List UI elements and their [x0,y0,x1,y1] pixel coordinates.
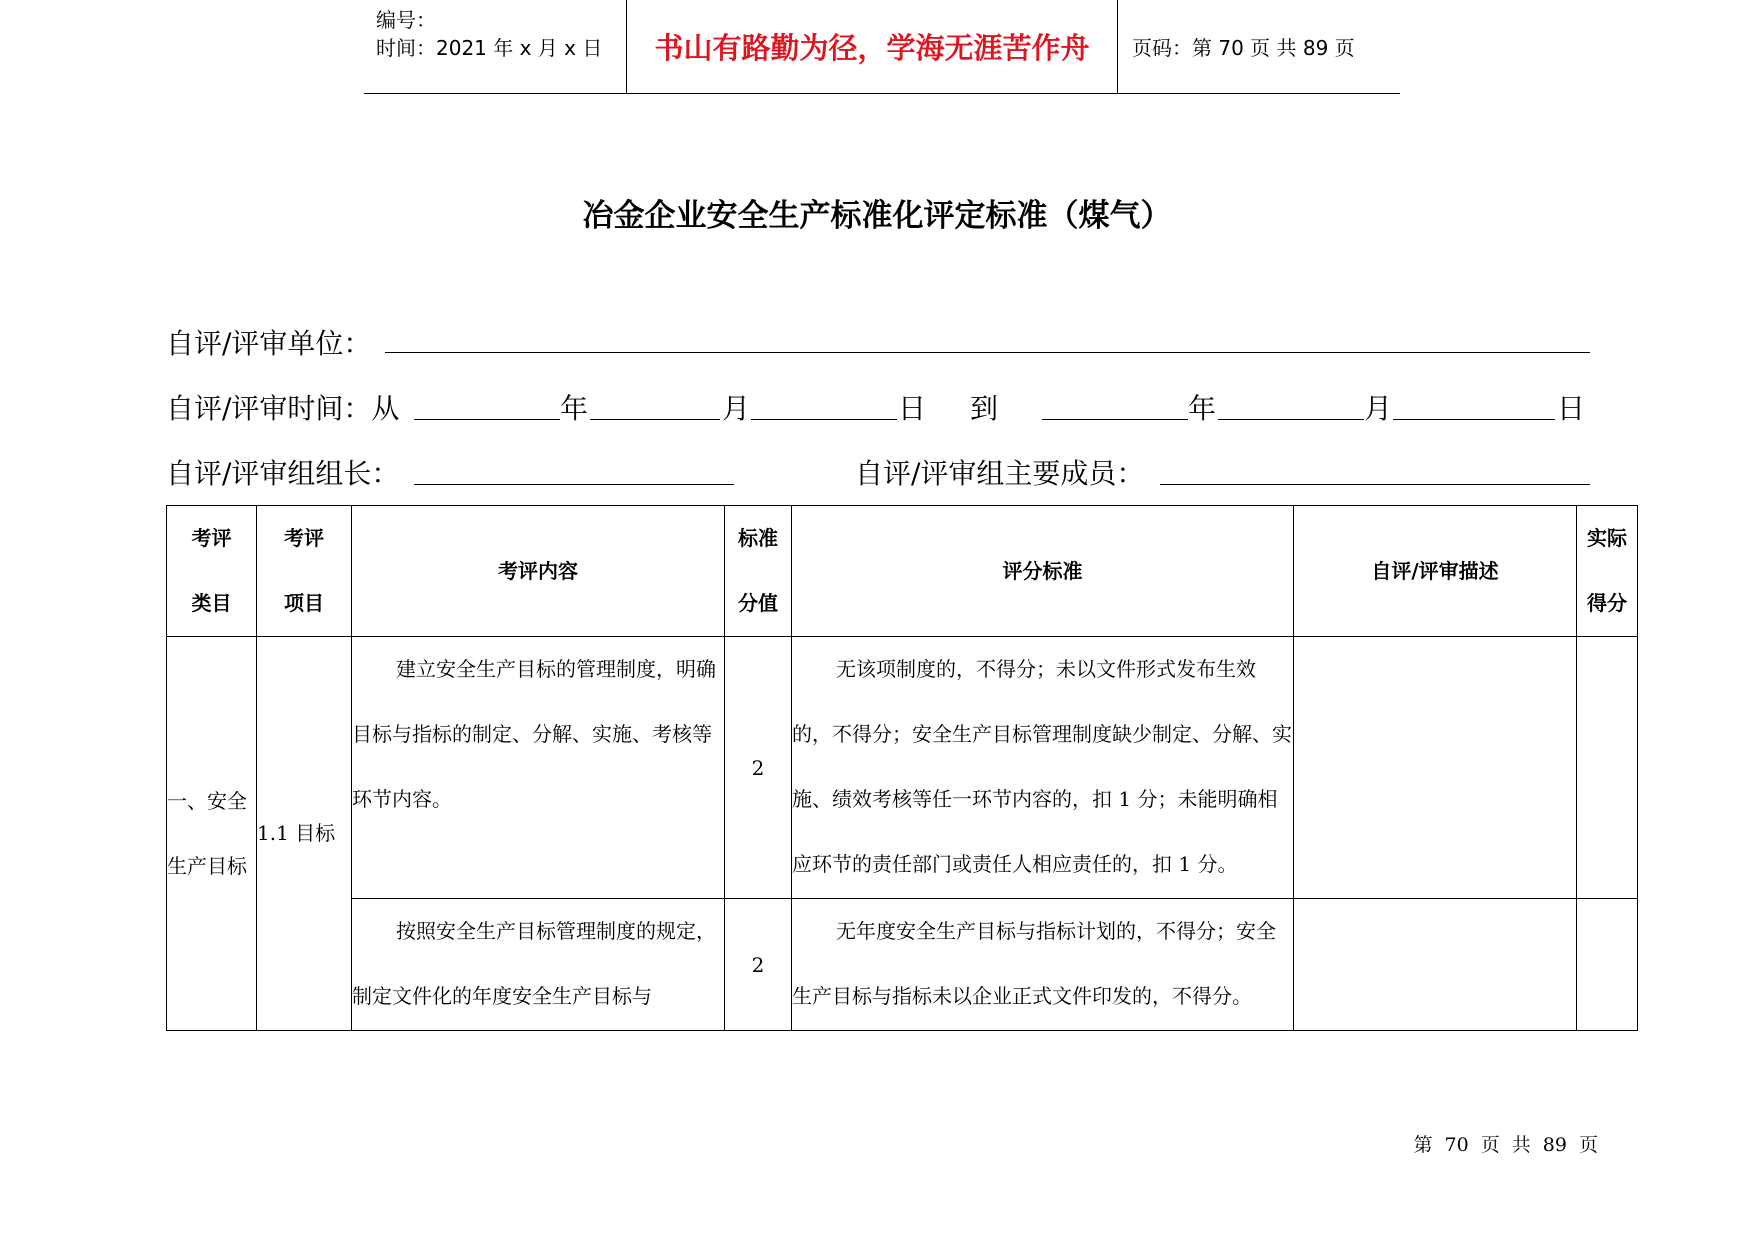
actual-score-cell[interactable] [1577,899,1638,1031]
to-year-suffix: 年 [1188,392,1217,425]
from-month-suffix: 月 [722,392,751,425]
from-year-line[interactable] [414,419,560,420]
members-label: 自评/评审组主要成员： [855,457,1145,490]
page-footer: 第 70 页 共 89 页 [1413,1134,1598,1156]
from-day-suffix: 日 [898,392,927,425]
description-cell[interactable] [1294,899,1577,1031]
to-month-line[interactable] [1218,419,1364,420]
header-actual: 实际 得分 [1577,506,1638,637]
header-score: 标准 分值 [725,506,792,637]
table-row [167,637,1638,899]
description-cell[interactable] [1294,637,1577,899]
header-page-code: 页码：第 70 页 共 89 页 [1132,36,1355,60]
table-row [167,899,1638,1031]
members-input-line[interactable] [1160,484,1590,485]
header-description: 自评/评审描述 [1294,506,1577,637]
table-header-row [167,506,1638,637]
content-cell: 建立安全生产目标的管理制度，明确目标与指标的制定、分解、实施、考核等环节内容。 [352,637,725,899]
page-header [364,0,1400,94]
score-cell: 2 [725,899,792,1031]
header-item: 考评 项目 [257,506,352,637]
date-line: 时间：2021 年 x 月 x 日 [376,36,603,60]
serial-label: 编号： [376,8,436,32]
header-content: 考评内容 [352,506,725,637]
from-year-suffix: 年 [560,392,589,425]
content-cell: 按照安全生产目标管理制度的规定，制定文件化的年度安全生产目标与 [352,899,725,1031]
criteria-cell: 无年度安全生产目标与指标计划的，不得分；安全生产目标与指标未以企业正式文件印发的，不得分。 [792,899,1294,1031]
from-day-line[interactable] [751,419,897,420]
from-month-line[interactable] [590,419,720,420]
to-year-line[interactable] [1042,419,1188,420]
item-cell: 1.1 目标 [257,637,352,1031]
header-category: 考评 类目 [167,506,257,637]
leader-input-line[interactable] [414,484,734,485]
category-cell: 一、安全生产目标 [167,637,257,1031]
header-meta [364,0,627,93]
header-motto: 书山有路勤为径，学海无涯苦作舟 [627,0,1118,93]
criteria-cell: 无该项制度的，不得分；未以文件形式发布生效的，不得分；安全生产目标管理制度缺少制定、分解、实施、绩效考核等任一环节内容的，扣 1 分；未能明确相应环节的责任部门或责任人相应责任的，扣 1 分。 [792,637,1294,899]
time-label: 自评/评审时间：从 [166,392,400,425]
header-criteria: 评分标准 [792,506,1294,637]
actual-score-cell[interactable] [1577,637,1638,899]
to-day-suffix: 日 [1557,392,1586,425]
unit-label: 自评/评审单位： [166,327,372,360]
to-month-suffix: 月 [1364,392,1393,425]
to-label: 到 [970,392,999,425]
document-title: 冶金企业安全生产标准化评定标准（煤气） [582,198,1172,234]
unit-input-line[interactable] [385,352,1590,353]
leader-label: 自评/评审组组长： [166,457,400,490]
evaluation-table [166,505,1638,1031]
to-day-line[interactable] [1393,419,1555,420]
score-cell: 2 [725,637,792,899]
